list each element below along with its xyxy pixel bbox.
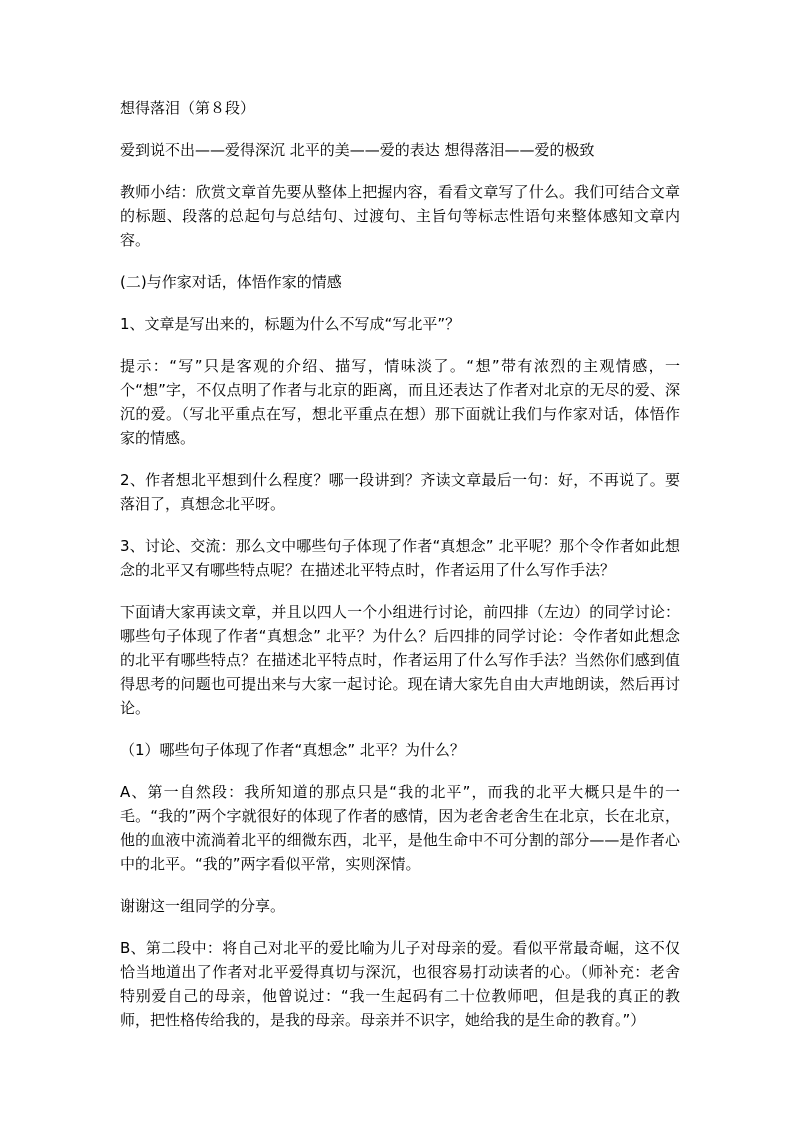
teacher-summary-paragraph: 教师小结：欣赏文章首先要从整体上把握内容，看看文章写了什么。我们可结合文章的标题、段落的总起句与总结句、过渡句、主旨句等标志性语句来整体感知文章内容。 xyxy=(120,183,680,249)
document-body xyxy=(120,96,680,1050)
section-title: 想得落泪（第８段） xyxy=(120,99,256,117)
thanks-line: 谢谢这一组同学的分享。 xyxy=(120,897,286,915)
discussion-instructions: 下面请大家再读文章，并且以四人一个小组进行讨论，前四排（左边）的同学讨论：哪些句子体现了作者“真想念” 北平？为什么？后四排的同学讨论：令作者如此想念的北平有哪些特点？在描述北平特点时，作者运用了什么写作手法？当然你们感到值得思考的问题也可提出来与大家一起讨论。现在请大家先自由大声地朗读，然后再讨论。 xyxy=(120,603,680,717)
hint-paragraph: 提示：“写”只是客观的介绍、描写，情味淡了。“想”带有浓烈的主观情感，一个“想”字，不仅点明了作者与北京的距离，而且还表达了作者对北京的无尽的爱、深沉的爱。（写北平重点在写，想北平重点在想）那下面就让我们与作家对话，体悟作家的情感。 xyxy=(120,357,680,447)
answer-b: B、第二段中：将自己对北平的爱比喻为儿子对母亲的爱。看似平常最奇崛，这不仅恰当地道出了作者对北平爱得真切与深沉，也很容易打动读者的心。（师补充：老舍特别爱自己的母亲，他曾说过：“我一生起码有二十位教师吧，但是我的真正的教师，把性格传给我的，是我的母亲。母亲并不识字，她给我的是生命的教育。”） xyxy=(120,939,680,1029)
answer-a: A、第一自然段：我所知道的那点只是“我的北平”，而我的北平大概只是牛的一毛。“我的”两个字就很好的体现了作者的感情，因为老舍老舍生在北京，长在北京，他的血液中流淌着北平的细微东西，北平，是他生命中不可分割的部分——是作者心中的北平。“我的”两字看似平常，实则深情。 xyxy=(120,783,680,873)
question-1: 1、文章是写出来的，标题为什么不写成“写北平”？ xyxy=(120,315,461,333)
section-heading: (二)与作家对话，体悟作家的情感 xyxy=(120,273,342,291)
question-3: 3、讨论、交流：那么文中哪些句子体现了作者“真想念” 北平呢？那个令作者如此想念的北平又有哪些特点呢？在描述北平特点时，作者运用了什么写作手法？ xyxy=(120,537,680,579)
subquestion-1: （1）哪些句子体现了作者“真想念” 北平？为什么？ xyxy=(120,741,465,759)
summary-line: 爱到说不出——爱得深沉 北平的美——爱的表达 想得落泪——爱的极致 xyxy=(120,141,595,159)
question-2: 2、作者想北平想到什么程度？哪一段讲到？齐读文章最后一句：好，不再说了。要落泪了，真想念北平呀。 xyxy=(120,471,680,513)
